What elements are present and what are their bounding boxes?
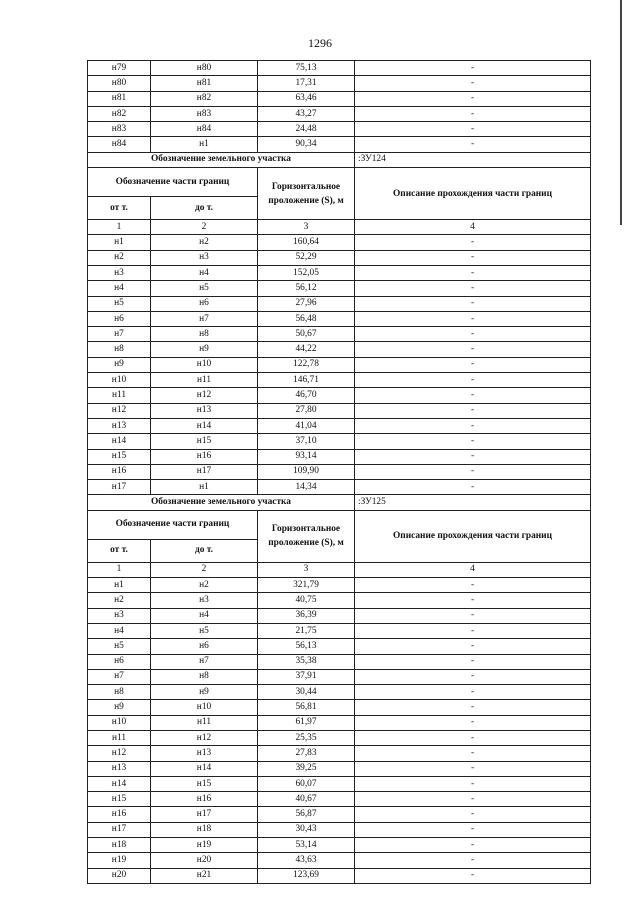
length-value: 75,13: [258, 61, 355, 76]
from-point: н5: [88, 296, 151, 311]
length-value: 56,12: [258, 281, 355, 296]
length-value: 40,67: [258, 792, 355, 807]
to-point: н1: [151, 137, 258, 152]
from-point: н1: [88, 235, 151, 250]
from-point: н4: [88, 281, 151, 296]
table-row: [88, 403, 591, 418]
description-value: -: [355, 807, 591, 822]
from-point: н10: [88, 373, 151, 388]
to-point: н15: [151, 434, 258, 449]
length-value: 14,34: [258, 480, 355, 495]
from-point: н10: [88, 715, 151, 730]
table-row: [88, 593, 591, 608]
length-value: 35,38: [258, 654, 355, 669]
description-value: -: [355, 311, 591, 326]
description-value: -: [355, 623, 591, 638]
description-value: -: [355, 327, 591, 342]
to-point: н19: [151, 838, 258, 853]
length-value: 37,91: [258, 669, 355, 684]
to-point: н12: [151, 388, 258, 403]
to-point: н9: [151, 685, 258, 700]
description-value: -: [355, 700, 591, 715]
to-point: н5: [151, 623, 258, 638]
table-row: [88, 76, 591, 91]
description-value: -: [355, 822, 591, 837]
table-row: [88, 418, 591, 433]
from-point: н1: [88, 578, 151, 593]
from-point: н6: [88, 654, 151, 669]
table-row: [88, 700, 591, 715]
table-row: [88, 91, 591, 106]
length-value: 39,25: [258, 761, 355, 776]
description-value: -: [355, 715, 591, 730]
description-value: -: [355, 357, 591, 372]
description-value: -: [355, 106, 591, 121]
table-row: [88, 464, 591, 479]
to-point: н3: [151, 593, 258, 608]
description-value: -: [355, 122, 591, 137]
column-number-row: [88, 220, 591, 235]
from-point: н13: [88, 761, 151, 776]
from-point: н6: [88, 311, 151, 326]
length-value: 21,75: [258, 623, 355, 638]
column-number: 1: [88, 220, 151, 235]
table-row: [88, 639, 591, 654]
length-value: 37,10: [258, 434, 355, 449]
from-point: н11: [88, 730, 151, 745]
to-point: н10: [151, 357, 258, 372]
description-value: -: [355, 137, 591, 152]
length-value: 25,35: [258, 730, 355, 745]
to-point: н18: [151, 822, 258, 837]
to-point: н7: [151, 311, 258, 326]
boundary-table: [87, 60, 591, 884]
length-value: 30,43: [258, 822, 355, 837]
column-number: 2: [151, 562, 258, 577]
to-point: н80: [151, 61, 258, 76]
to-point: н16: [151, 449, 258, 464]
description-value: -: [355, 685, 591, 700]
from-point: н7: [88, 669, 151, 684]
column-number: 1: [88, 562, 151, 577]
length-value: 160,64: [258, 235, 355, 250]
from-point: н2: [88, 250, 151, 265]
description-value: -: [355, 608, 591, 623]
description-value: -: [355, 480, 591, 495]
to-point: н16: [151, 792, 258, 807]
column-header-row: [88, 510, 591, 539]
table-row: [88, 669, 591, 684]
table-row: [88, 578, 591, 593]
from-point: н19: [88, 853, 151, 868]
length-value: 90,34: [258, 137, 355, 152]
from-point: н11: [88, 388, 151, 403]
length-value: 24,48: [258, 122, 355, 137]
description-value: -: [355, 250, 591, 265]
from-point: н3: [88, 608, 151, 623]
length-value: 321,79: [258, 578, 355, 593]
table-row: [88, 807, 591, 822]
description-value: -: [355, 265, 591, 280]
description-value: -: [355, 669, 591, 684]
from-point: н14: [88, 776, 151, 791]
length-value: 63,46: [258, 91, 355, 106]
column-number: 3: [258, 562, 355, 577]
table-row: [88, 250, 591, 265]
description-value: -: [355, 342, 591, 357]
description-value: -: [355, 639, 591, 654]
table-row: [88, 373, 591, 388]
page-number: 1296: [308, 36, 332, 50]
to-point: н81: [151, 76, 258, 91]
description-value: -: [355, 868, 591, 883]
from-point: н12: [88, 403, 151, 418]
from-point: н80: [88, 76, 151, 91]
table-row: [88, 623, 591, 638]
length-value: 53,14: [258, 838, 355, 853]
description-value: -: [355, 792, 591, 807]
table-row: [88, 122, 591, 137]
parcel-label: Обозначение земельного участка: [88, 152, 355, 167]
table-row: [88, 822, 591, 837]
to-point: н14: [151, 418, 258, 433]
table-row: [88, 327, 591, 342]
to-point: н8: [151, 327, 258, 342]
from-point: н5: [88, 639, 151, 654]
to-point: н10: [151, 700, 258, 715]
to-point: н14: [151, 761, 258, 776]
table-row: [88, 235, 591, 250]
to-header: до т.: [151, 539, 258, 562]
length-value: 56,13: [258, 639, 355, 654]
description-value: -: [355, 853, 591, 868]
length-value: 60,07: [258, 776, 355, 791]
length-value: 152,05: [258, 265, 355, 280]
description-header: Описание прохождения части границ: [355, 510, 591, 562]
from-header: от т.: [88, 539, 151, 562]
table-row: [88, 853, 591, 868]
description-value: -: [355, 281, 591, 296]
description-value: -: [355, 578, 591, 593]
from-header: от т.: [88, 197, 151, 220]
from-point: н18: [88, 838, 151, 853]
from-point: н3: [88, 265, 151, 280]
table-row: [88, 357, 591, 372]
to-point: н13: [151, 746, 258, 761]
parcel-code: :ЗУ125: [355, 495, 591, 510]
from-point: н17: [88, 480, 151, 495]
column-number-row: [88, 562, 591, 577]
from-point: н9: [88, 700, 151, 715]
length-value: 40,75: [258, 593, 355, 608]
length-value: 56,48: [258, 311, 355, 326]
to-point: н3: [151, 250, 258, 265]
to-point: н7: [151, 654, 258, 669]
length-value: 43,63: [258, 853, 355, 868]
from-point: н82: [88, 106, 151, 121]
length-value: 41,04: [258, 418, 355, 433]
table-row: [88, 792, 591, 807]
length-value: 17,31: [258, 76, 355, 91]
to-point: н4: [151, 608, 258, 623]
description-value: -: [355, 373, 591, 388]
description-value: -: [355, 61, 591, 76]
parcel-code: :ЗУ124: [355, 152, 591, 167]
table-row: [88, 776, 591, 791]
description-value: -: [355, 418, 591, 433]
table-row: [88, 761, 591, 776]
description-value: -: [355, 449, 591, 464]
from-point: н9: [88, 357, 151, 372]
table-row: [88, 281, 591, 296]
to-point: н5: [151, 281, 258, 296]
to-point: н21: [151, 868, 258, 883]
column-number: 4: [355, 562, 591, 577]
from-point: н84: [88, 137, 151, 152]
from-point: н8: [88, 685, 151, 700]
from-point: н12: [88, 746, 151, 761]
table-row: [88, 434, 591, 449]
to-point: н17: [151, 807, 258, 822]
length-value: 27,80: [258, 403, 355, 418]
to-point: н11: [151, 715, 258, 730]
scan-edge-line: [620, 0, 622, 225]
description-value: -: [355, 838, 591, 853]
description-header: Описание прохождения части границ: [355, 168, 591, 220]
to-point: н15: [151, 776, 258, 791]
to-header: до т.: [151, 197, 258, 220]
column-number: 4: [355, 220, 591, 235]
from-point: н17: [88, 822, 151, 837]
length-value: 93,14: [258, 449, 355, 464]
to-point: н12: [151, 730, 258, 745]
from-point: н79: [88, 61, 151, 76]
length-value: 122,78: [258, 357, 355, 372]
table-row: [88, 480, 591, 495]
column-number: 3: [258, 220, 355, 235]
table-row: [88, 685, 591, 700]
from-point: н15: [88, 449, 151, 464]
to-point: н1: [151, 480, 258, 495]
length-value: 27,96: [258, 296, 355, 311]
length-value: 61,97: [258, 715, 355, 730]
from-point: н16: [88, 464, 151, 479]
length-value: 56,87: [258, 807, 355, 822]
to-point: н8: [151, 669, 258, 684]
description-value: -: [355, 403, 591, 418]
from-point: н7: [88, 327, 151, 342]
description-value: -: [355, 593, 591, 608]
to-point: н17: [151, 464, 258, 479]
length-value: 123,69: [258, 868, 355, 883]
length-value: 27,83: [258, 746, 355, 761]
table-row: [88, 106, 591, 121]
description-value: -: [355, 434, 591, 449]
description-value: -: [355, 746, 591, 761]
table-row: [88, 296, 591, 311]
parcel-header-row: [88, 152, 591, 167]
table-row: [88, 730, 591, 745]
from-point: н13: [88, 418, 151, 433]
table-row: [88, 838, 591, 853]
table-row: [88, 311, 591, 326]
length-value: 56,81: [258, 700, 355, 715]
to-point: н20: [151, 853, 258, 868]
to-point: н2: [151, 235, 258, 250]
length-value: 46,70: [258, 388, 355, 403]
column-header-row: [88, 168, 591, 197]
table-row: [88, 449, 591, 464]
column-number: 2: [151, 220, 258, 235]
to-point: н9: [151, 342, 258, 357]
from-point: н8: [88, 342, 151, 357]
to-point: н4: [151, 265, 258, 280]
length-header: Горизонтальное проложение (S), м: [258, 510, 355, 562]
length-value: 146,71: [258, 373, 355, 388]
from-point: н83: [88, 122, 151, 137]
from-point: н15: [88, 792, 151, 807]
table-row: [88, 608, 591, 623]
length-value: 52,29: [258, 250, 355, 265]
length-value: 109,90: [258, 464, 355, 479]
table-row: [88, 265, 591, 280]
description-value: -: [355, 464, 591, 479]
description-value: -: [355, 91, 591, 106]
to-point: н84: [151, 122, 258, 137]
table-row: [88, 61, 591, 76]
to-point: н83: [151, 106, 258, 121]
parcel-header-row: [88, 495, 591, 510]
length-value: 50,67: [258, 327, 355, 342]
table-row: [88, 868, 591, 883]
description-value: -: [355, 296, 591, 311]
to-point: н13: [151, 403, 258, 418]
part-designation-header: Обозначение части границ: [88, 168, 258, 197]
to-point: н82: [151, 91, 258, 106]
description-value: -: [355, 730, 591, 745]
from-point: н4: [88, 623, 151, 638]
table-row: [88, 654, 591, 669]
to-point: н6: [151, 639, 258, 654]
table-row: [88, 715, 591, 730]
from-point: н2: [88, 593, 151, 608]
length-value: 44,22: [258, 342, 355, 357]
table-row: [88, 342, 591, 357]
part-designation-header: Обозначение части границ: [88, 510, 258, 539]
length-value: 36,39: [258, 608, 355, 623]
to-point: н2: [151, 578, 258, 593]
to-point: н6: [151, 296, 258, 311]
table-row: [88, 746, 591, 761]
from-point: н14: [88, 434, 151, 449]
length-value: 30,44: [258, 685, 355, 700]
parcel-label: Обозначение земельного участка: [88, 495, 355, 510]
table-row: [88, 388, 591, 403]
from-point: н16: [88, 807, 151, 822]
description-value: -: [355, 776, 591, 791]
description-value: -: [355, 388, 591, 403]
description-value: -: [355, 76, 591, 91]
length-value: 43,27: [258, 106, 355, 121]
description-value: -: [355, 235, 591, 250]
from-point: н81: [88, 91, 151, 106]
description-value: -: [355, 654, 591, 669]
description-value: -: [355, 761, 591, 776]
length-header: Горизонтальное проложение (S), м: [258, 168, 355, 220]
to-point: н11: [151, 373, 258, 388]
from-point: н20: [88, 868, 151, 883]
table-row: [88, 137, 591, 152]
